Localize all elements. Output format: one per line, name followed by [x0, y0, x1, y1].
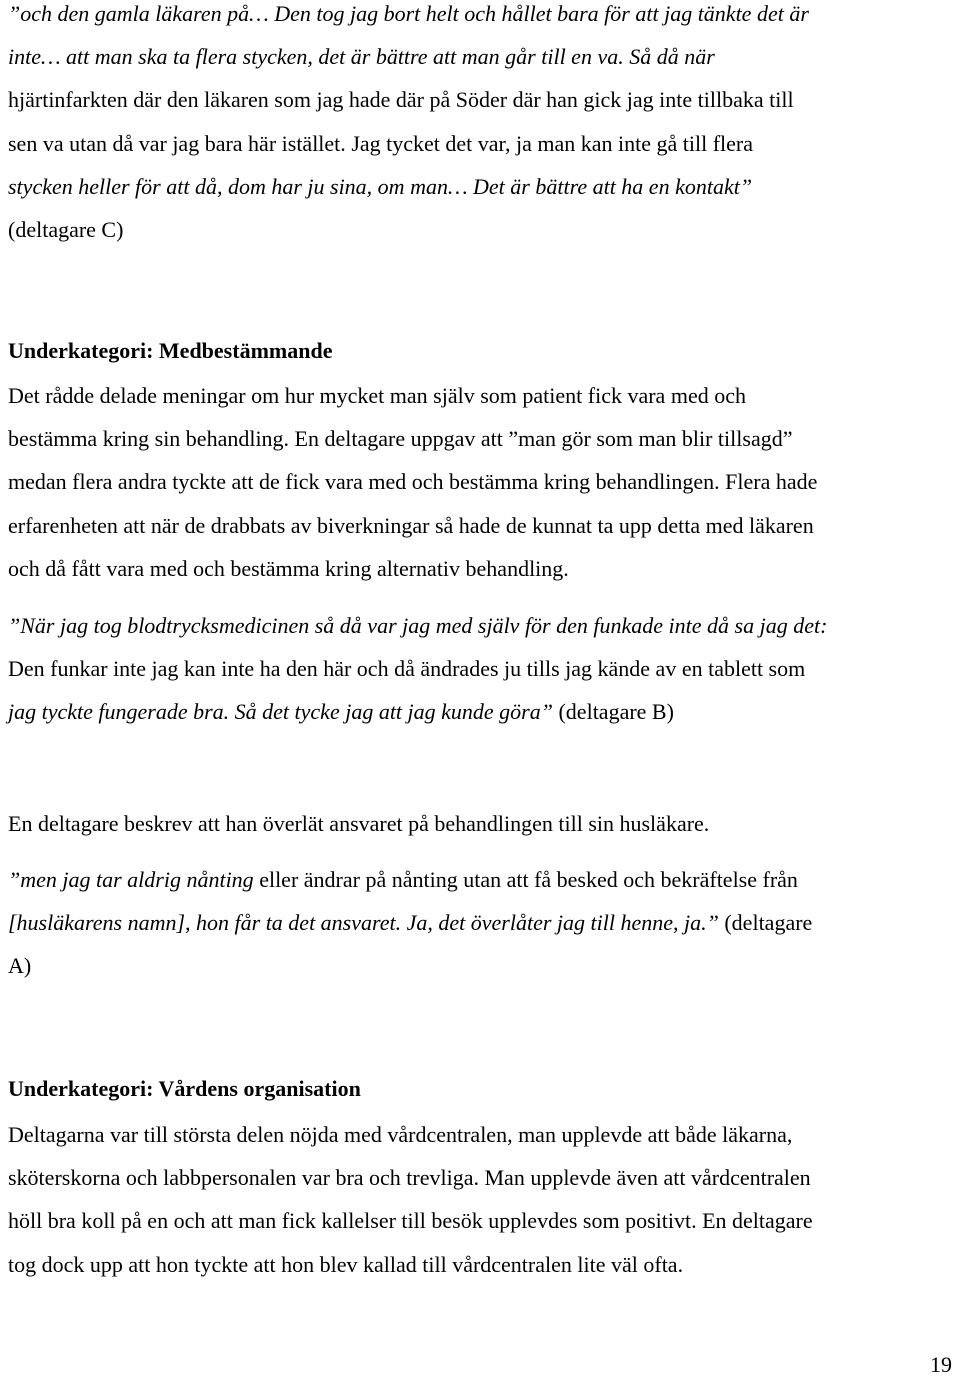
quote-deltagare-b	[8, 604, 953, 734]
quote-line: ”När jag tog blodtrycksmedicinen så då var jag med själv för den funkade inte då sa jag det:	[8, 613, 828, 638]
text-line: höll bra koll på en och att man fick kallelser till besök upplevdes som positivt. En deltagare	[8, 1208, 813, 1234]
quote-line: ”och den gamla läkaren på… Den tog jag bort helt och hållet bara för att jag tänkte det är	[8, 1, 809, 26]
text-line: sköterskorna och labbpersonalen var bra och trevliga. Man upplevde även att vårdcentralen	[8, 1165, 811, 1191]
quote-line: stycken heller för att då, dom har ju sina, om man… Det är bättre att ha en kontakt”	[8, 173, 753, 199]
text-line: bestämma kring sin behandling. En deltagare uppgav att ”man gör som man blir tillsagd”	[8, 426, 793, 452]
section-heading: Underkategori: Medbestämmande	[8, 338, 333, 363]
text-line: medan flera andra tyckte att de fick vara med och bestämma kring behandlingen. Flera hade	[8, 469, 818, 495]
quote-line: jag tyckte fungerade bra. Så det tycke jag att jag kunde göra” (deltagare B)	[8, 699, 674, 725]
quote-line: [husläkarens namn], hon får ta det ansvaret. Ja, det överlåter jag till henne, ja.” (deltagare	[8, 910, 813, 936]
text-line: tog dock upp att hon tyckte att hon blev kallad till vårdcentralen lite väl ofta.	[8, 1251, 684, 1277]
quote-line: sen va utan då var jag bara här istället. Jag tycket det var, ja man kan inte gå till flera	[8, 130, 753, 156]
text-line: och då fått vara med och bestämma kring alternativ behandling.	[8, 555, 569, 581]
quote-attribution: A)	[8, 953, 32, 979]
quote-line: inte… att man ska ta flera stycken, det är bättre att man går till en va. Så då när	[8, 44, 715, 70]
quote-line: ”men jag tar aldrig nånting eller ändrar på nånting utan att få besked och bekräftelse från	[8, 867, 798, 892]
text-line: En deltagare beskrev att han överlät ansvaret på behandlingen till sin husläkare.	[8, 811, 710, 836]
text-line: erfarenheten att när de drabbats av biverkningar så hade de kunnat ta upp detta med läkaren	[8, 512, 814, 538]
paragraph	[8, 802, 953, 845]
quote-attribution: (deltagare C)	[8, 217, 124, 243]
quote-deltagare-c	[8, 0, 953, 251]
quote-line: Den funkar inte jag kan inte ha den här och då ändrades ju tills jag kände av en tablett som	[8, 656, 806, 682]
section-heading: Underkategori: Vårdens organisation	[8, 1076, 361, 1101]
paragraph	[8, 1113, 953, 1286]
text-line: Det rådde delade meningar om hur mycket man själv som patient fick vara med och	[8, 383, 746, 408]
quote-line: hjärtinfarkten där den läkaren som jag hade där på Söder där han gick jag inte tillbaka till	[8, 87, 794, 113]
text-line: Deltagarna var till största delen nöjda med vårdcentralen, man upplevde att både läkarna,	[8, 1122, 793, 1147]
quote-deltagare-a	[8, 858, 953, 988]
paragraph	[8, 374, 953, 590]
page-number: 19	[930, 1352, 952, 1377]
